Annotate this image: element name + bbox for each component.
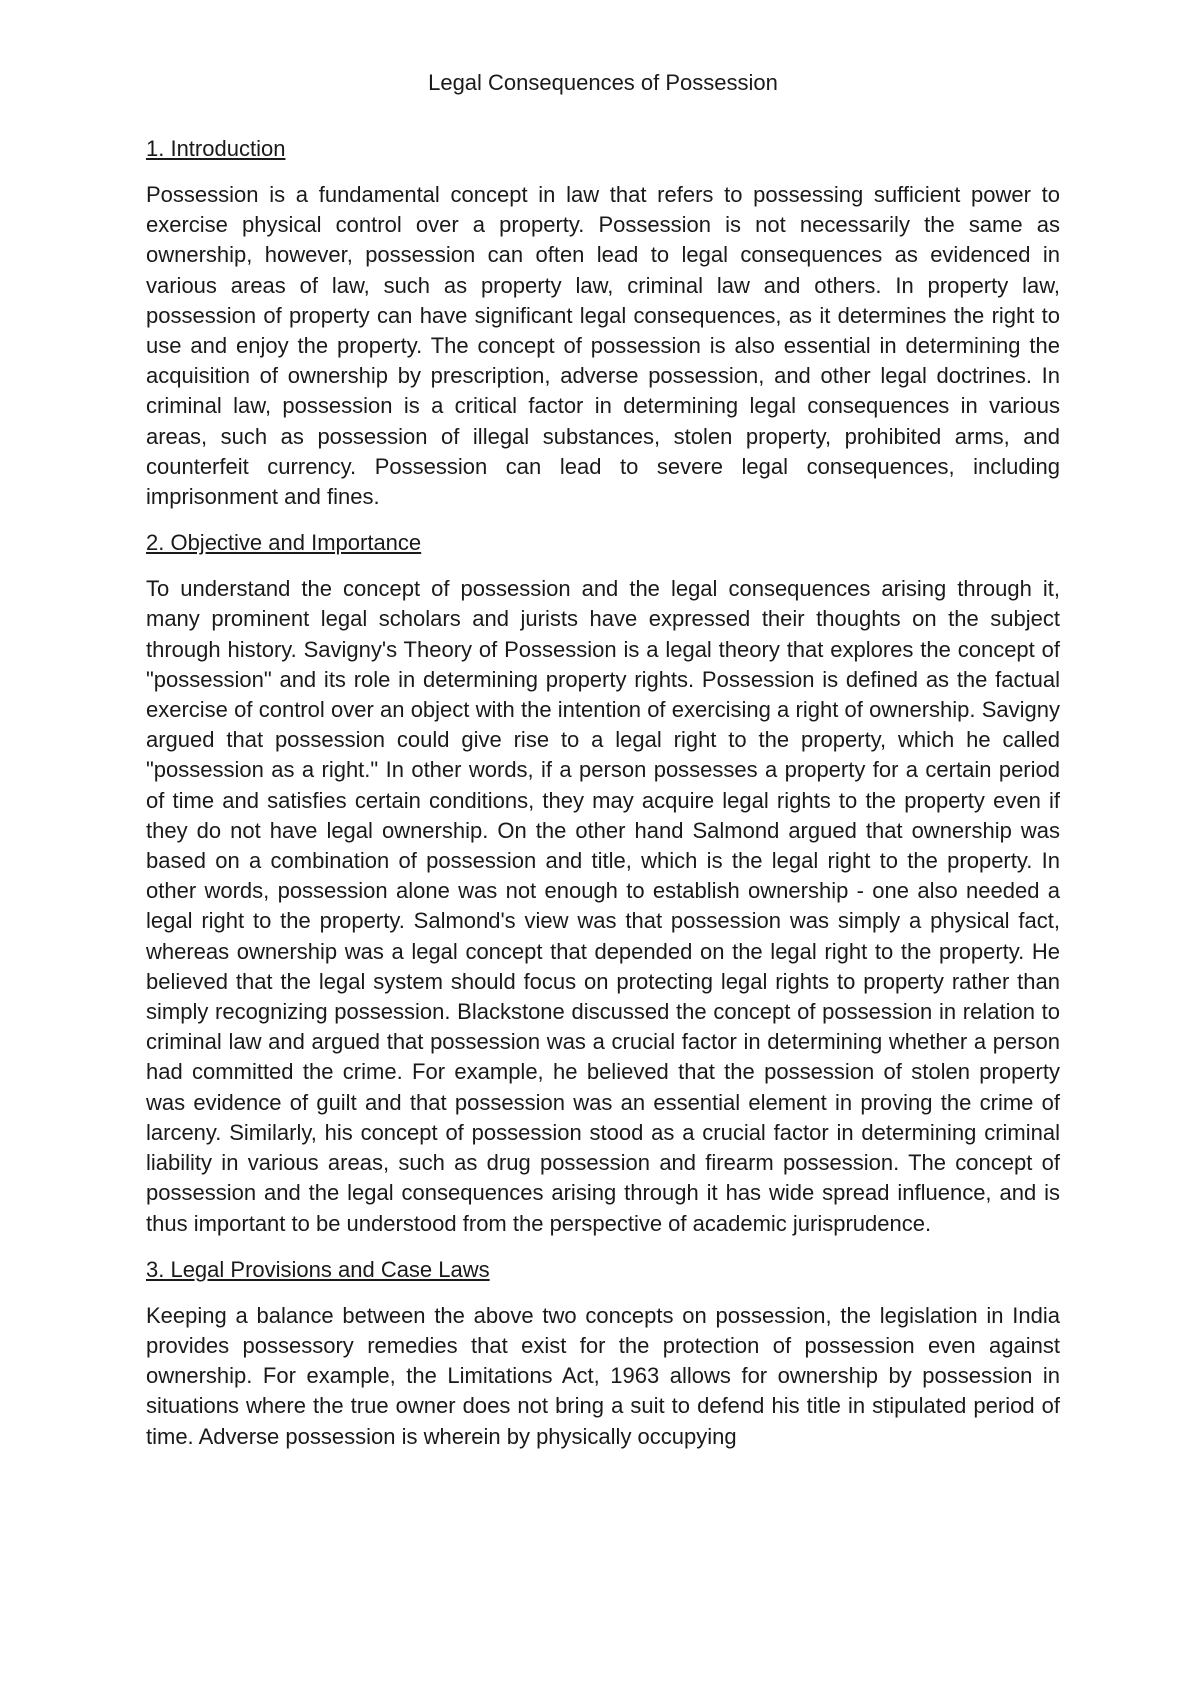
section-paragraph: Possession is a fundamental concept in law that refers to possessing sufficient power to exercise physical control over a property. Possession is not necessarily the same as ownership, however, possession can often lead to legal consequences as evidenced in various areas of law, such as property law, criminal law and others. In property law, possession of property can have significant legal consequences, as it determines the right to use and enjoy the property. The concept of possession is also essential in determining the acquisition of ownership by prescription, adverse possession, and other legal doctrines. In criminal law, possession is a critical factor in determining legal consequences in various areas, such as possession of illegal substances, stolen property, prohibited arms, and counterfeit currency. Possession can lead to severe legal consequences, including imprisonment and fines. — [146, 182, 1060, 510]
document-content — [146, 68, 1060, 1468]
section-paragraph: To understand the concept of possession and the legal consequences arising through it, many prominent legal scholars and jurists have expressed their thoughts on the subject through history. Savigny's Theory of Possession is a legal theory that explores the concept of "possession" and its role in determining property rights. Possession is defined as the factual exercise of control over an object with the intention of exercising a right of ownership. Savigny argued that possession could give rise to a legal right to the property, which he called "possession as a right." In other words, if a person possesses a property for a certain period of time and satisfies certain conditions, they may acquire legal rights to the property even if they do not have legal ownership. On the other hand Salmond argued that ownership was based on a combination of possession and title, which is the legal right to the property. In other words, possession alone was not enough to establish ownership - one also needed a legal right to the property. Salmond's view was that possession was simply a physical fact, whereas ownership was a legal concept that depended on the legal right to the property. He believed that the legal system should focus on protecting legal rights to property rather than simply recognizing possession. Blackstone discussed the concept of possession in relation to criminal law and argued that possession was a crucial factor in determining whether a person had committed the crime. For example, he believed that the possession of stolen property was evidence of guilt and that possession was an essential element in proving the crime of larceny. Similarly, his concept of possession stood as a crucial factor in determining criminal liability in various areas, such as drug possession and firearm possession. The concept of possession and the legal consequences arising through it has wide spread influence, and is thus important to be understood from the perspective of academic jurisprudence. — [146, 576, 1060, 1236]
section-heading: 1. Introduction — [146, 136, 286, 161]
section-legal-provisions — [146, 1255, 1060, 1452]
section-paragraph: Keeping a balance between the above two concepts on possession, the legislation in India provides possessory remedies that exist for the protection of possession even against ownership. For example, the Limitations Act, 1963 allows for ownership by possession in situations where the true owner does not bring a suit to defend his title in stipulated period of time. Adverse possession is wherein by physically occupying — [146, 1302, 1060, 1449]
section-heading: 2. Objective and Importance — [146, 530, 422, 556]
section-heading: 3. Legal Provisions and Case Laws — [146, 1256, 490, 1282]
document-title: Legal Consequences of Possession — [428, 70, 778, 95]
section-introduction — [146, 134, 1060, 512]
section-objective-and-importance — [146, 528, 1060, 1238]
